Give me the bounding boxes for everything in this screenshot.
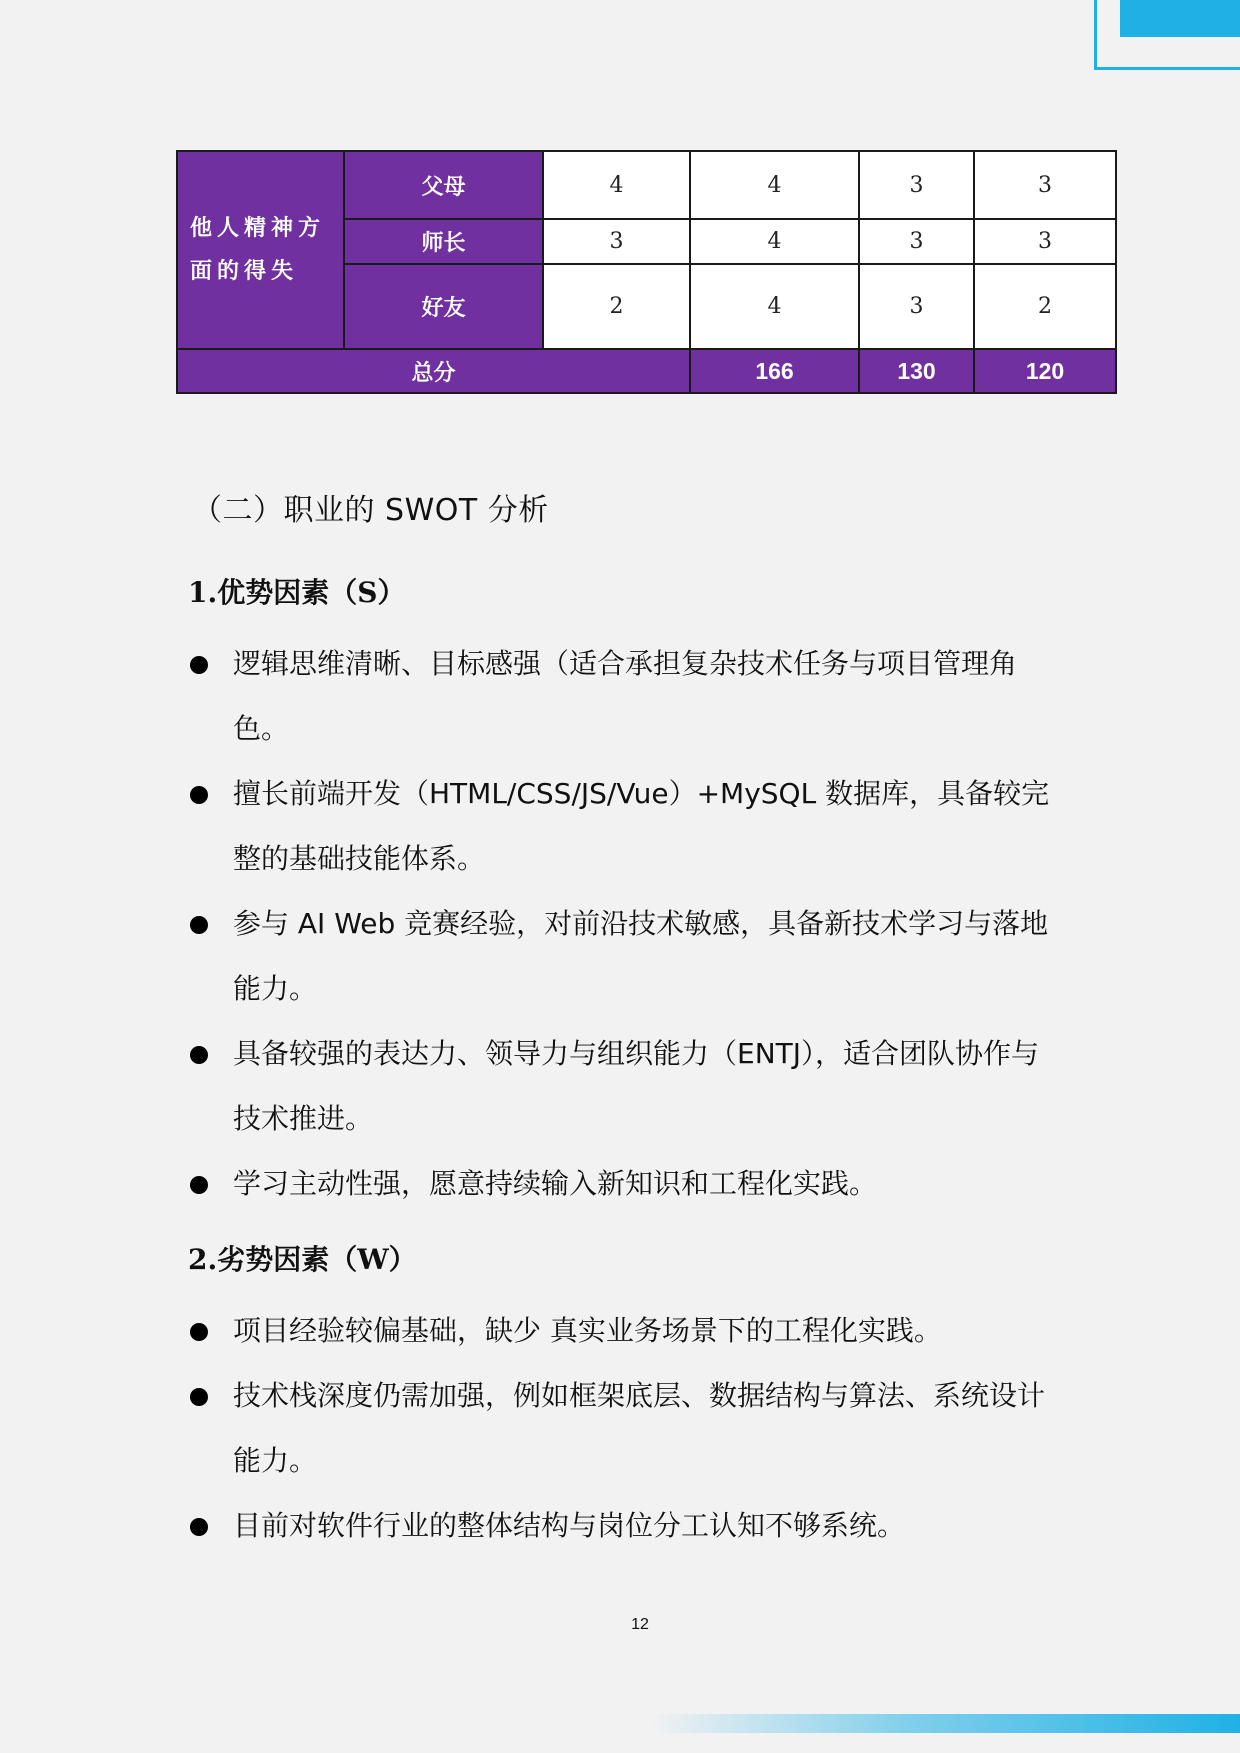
total-cell: 120 bbox=[974, 349, 1116, 393]
bullet-icon bbox=[190, 786, 208, 804]
bullet-icon bbox=[190, 1518, 208, 1536]
list-item bbox=[0, 761, 1240, 891]
list-item bbox=[0, 891, 1240, 1021]
score-table bbox=[176, 150, 1117, 394]
total-label-cell: 总分 bbox=[177, 349, 690, 393]
row-label-cell: 父母 bbox=[344, 151, 543, 219]
bullet-icon bbox=[190, 916, 208, 934]
list-item-text: 技术栈深度仍需加强，例如框架底层、数据结构与算法、系统设计能力。 bbox=[233, 1379, 1046, 1477]
page-number: 12 bbox=[631, 1616, 649, 1633]
table-cell: 2 bbox=[974, 264, 1116, 349]
weaknesses-list bbox=[0, 1298, 1240, 1558]
list-item-text: 学习主动性强，愿意持续输入新知识和工程化实践。 bbox=[233, 1167, 878, 1200]
bullet-icon bbox=[190, 1046, 208, 1064]
table-cell: 3 bbox=[974, 151, 1116, 219]
list-item-text: 逻辑思维清晰、目标感强（适合承担复杂技术任务与项目管理角色。 bbox=[233, 647, 1018, 745]
list-item bbox=[0, 1021, 1240, 1151]
table-total-row bbox=[177, 349, 1116, 393]
bullet-icon bbox=[190, 1323, 208, 1341]
weaknesses-heading: 2.劣势因素（W） bbox=[188, 1243, 417, 1276]
strengths-list bbox=[0, 631, 1240, 1216]
list-item-text: 擅长前端开发（HTML/CSS/JS/Vue）+MySQL 数据库，具备较完整的基础技能体系。 bbox=[233, 777, 1050, 875]
list-item bbox=[0, 1298, 1240, 1363]
list-item bbox=[0, 1151, 1240, 1216]
list-item bbox=[0, 1363, 1240, 1493]
total-cell: 130 bbox=[859, 349, 974, 393]
table-cell: 3 bbox=[974, 219, 1116, 264]
table-cell: 3 bbox=[859, 219, 974, 264]
list-item-text: 项目经验较偏基础，缺少 真实业务场景下的工程化实践。 bbox=[233, 1314, 942, 1347]
table-cell: 4 bbox=[690, 264, 859, 349]
row-label-cell: 师长 bbox=[344, 219, 543, 264]
row-label-cell: 好友 bbox=[344, 264, 543, 349]
table-row bbox=[177, 151, 1116, 219]
table-cell: 3 bbox=[859, 264, 974, 349]
table-cell: 4 bbox=[690, 151, 859, 219]
strengths-heading: 1.优势因素（S） bbox=[188, 576, 406, 609]
corner-decoration-fill bbox=[1120, 0, 1240, 37]
list-item bbox=[0, 631, 1240, 761]
group-label-cell: 他人精神方面的得失 bbox=[177, 151, 344, 349]
list-item-text: 参与 AI Web 竞赛经验，对前沿技术敏感，具备新技术学习与落地能力。 bbox=[233, 907, 1049, 1005]
table-cell: 2 bbox=[543, 264, 690, 349]
bottom-decoration-bar bbox=[650, 1714, 1240, 1733]
table-cell: 3 bbox=[859, 151, 974, 219]
table-cell: 3 bbox=[543, 219, 690, 264]
list-item-text: 具备较强的表达力、领导力与组织能力（ENTJ），适合团队协作与技术推进。 bbox=[233, 1037, 1040, 1135]
total-cell: 166 bbox=[690, 349, 859, 393]
list-item-text: 目前对软件行业的整体结构与岗位分工认知不够系统。 bbox=[233, 1509, 906, 1542]
bullet-icon bbox=[190, 1176, 208, 1194]
list-item bbox=[0, 1493, 1240, 1558]
table-cell: 4 bbox=[690, 219, 859, 264]
table-cell: 4 bbox=[543, 151, 690, 219]
bullet-icon bbox=[190, 656, 208, 674]
section-heading: （二）职业的 SWOT 分析 bbox=[192, 493, 549, 528]
bullet-icon bbox=[190, 1388, 208, 1406]
